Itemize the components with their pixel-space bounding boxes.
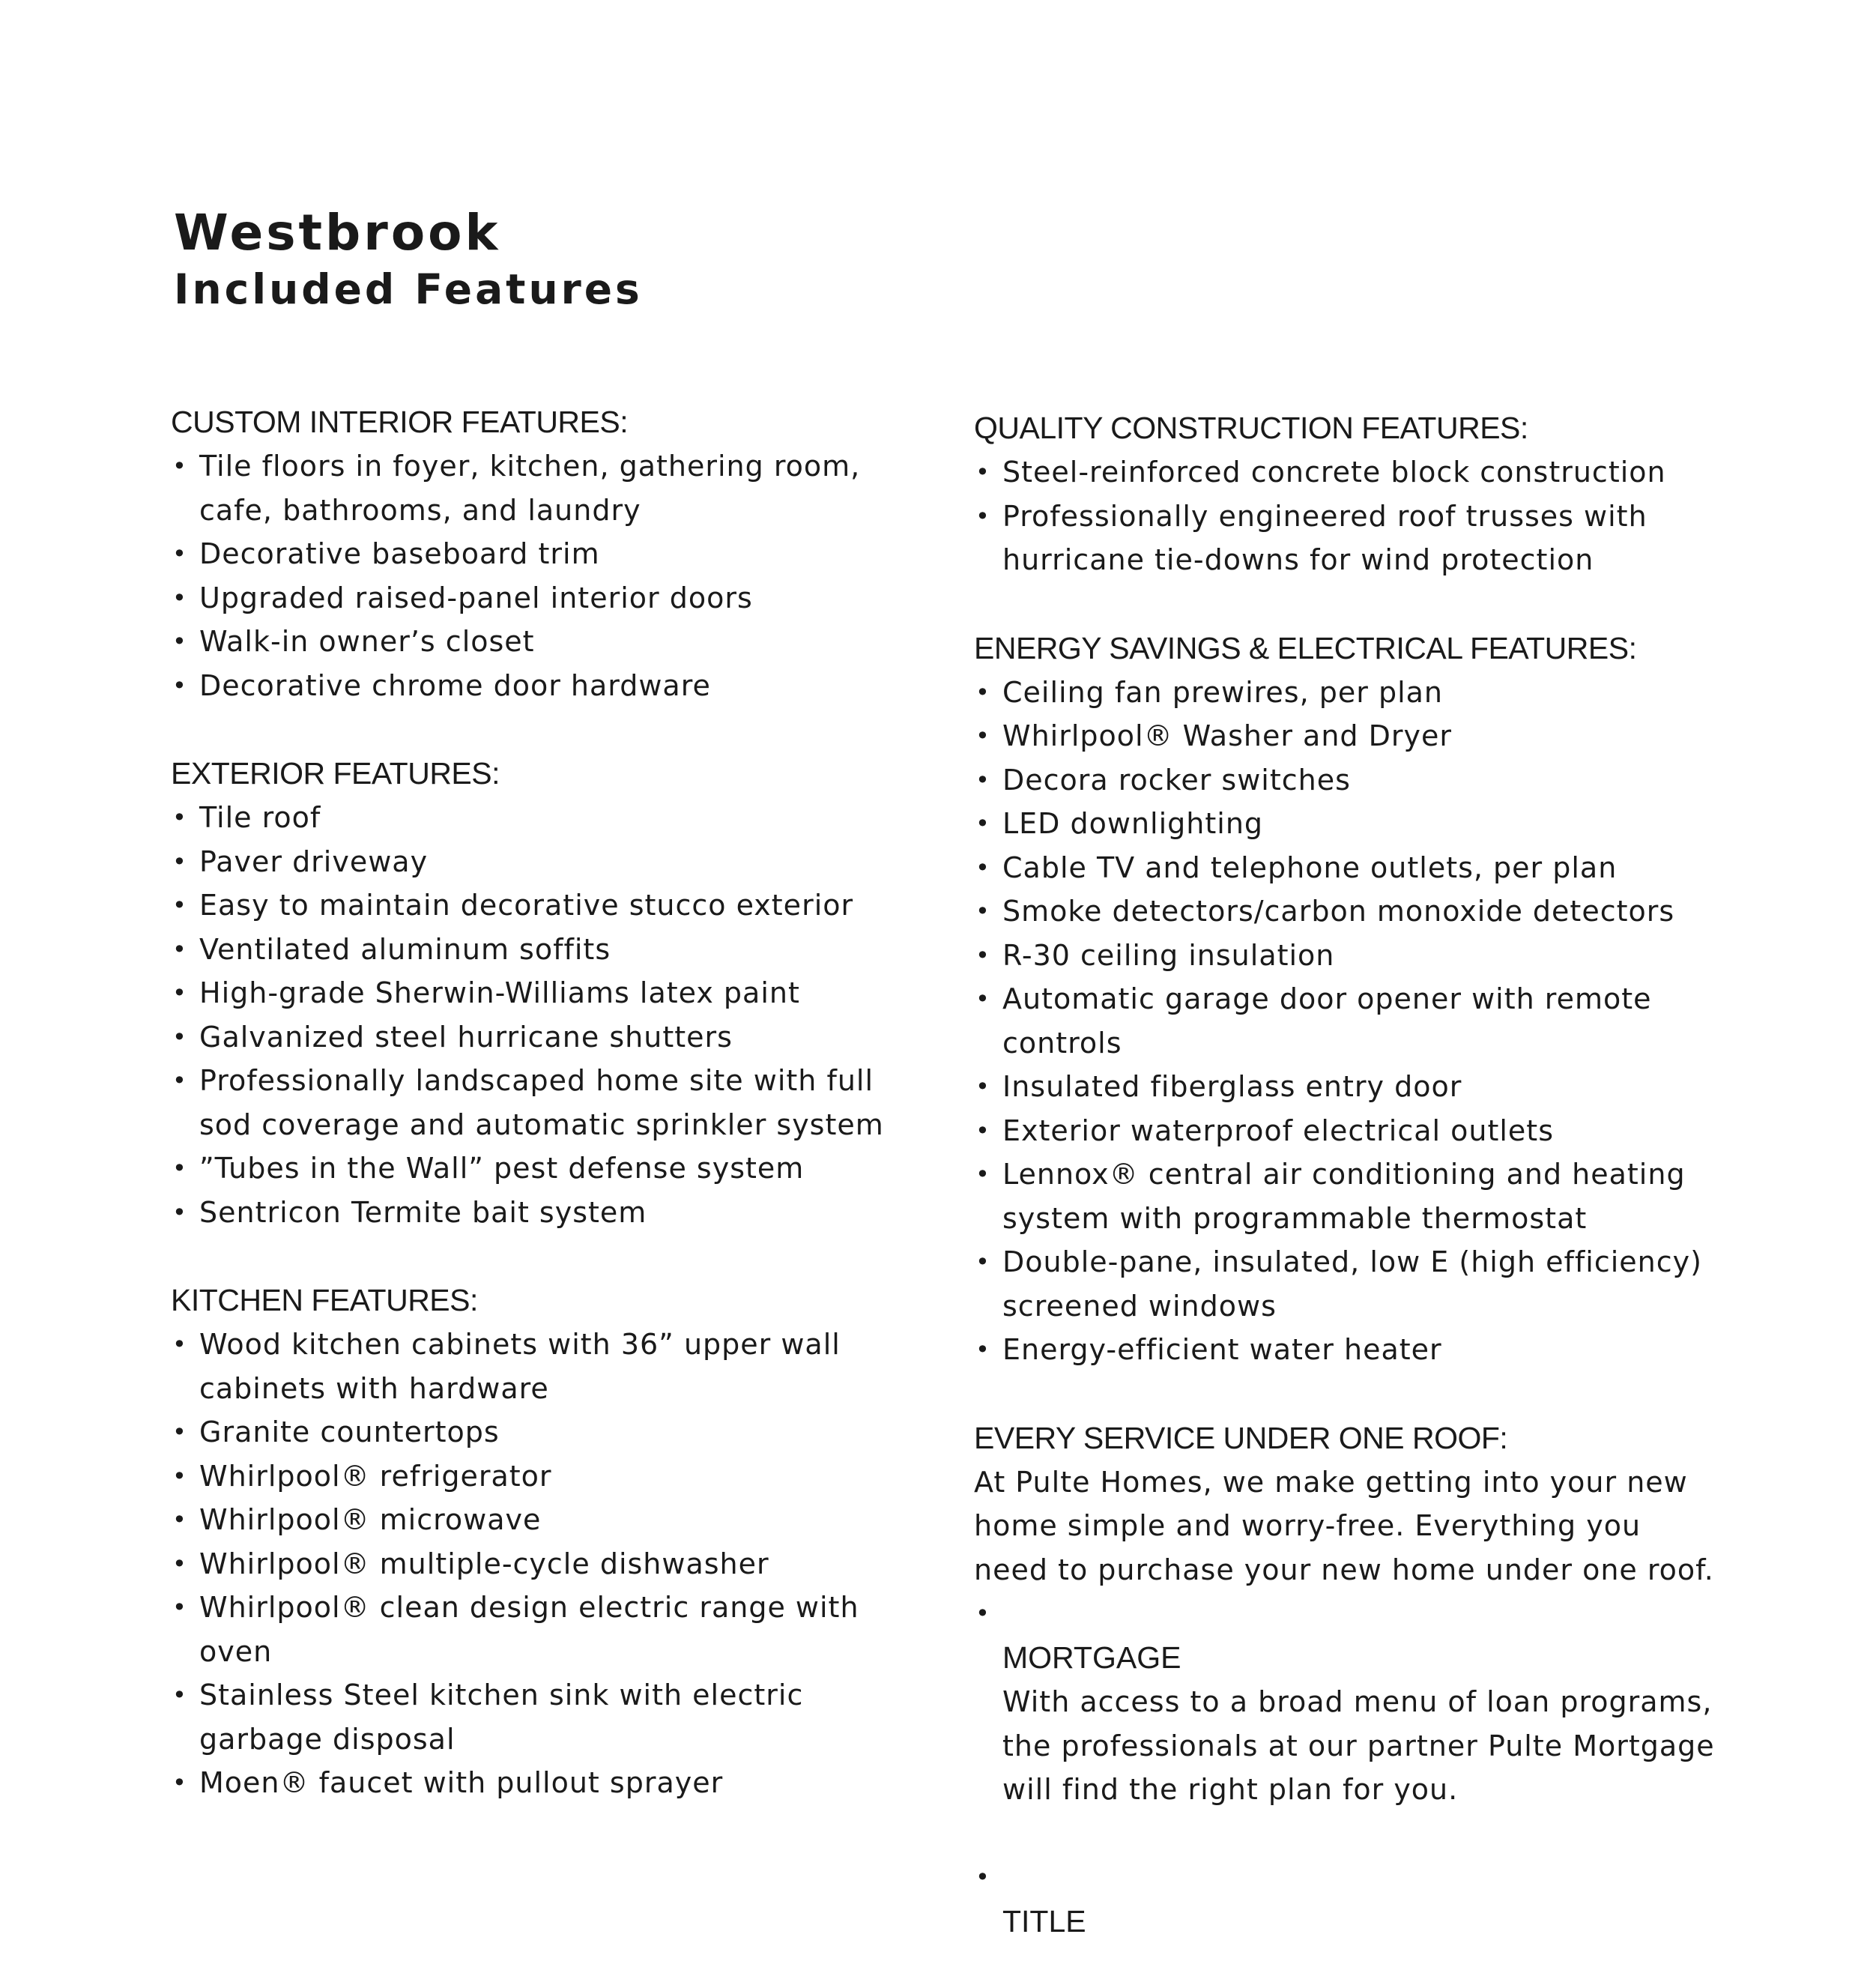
list-item: • Paver driveway (171, 840, 920, 884)
feature-list (171, 796, 920, 1234)
list-item: • Automatic garage door opener with remote controls (974, 977, 1723, 1065)
list-item: • Galvanized steel hurricane shutters (171, 1015, 920, 1060)
service-label: MORTGAGE (1002, 1640, 1181, 1675)
list-item: • Whirlpool® Washer and Dryer (974, 714, 1723, 758)
feature-list (974, 450, 1723, 582)
kitchen-section (171, 1278, 920, 1805)
list-item: • Lennox® central air conditioning and heating system with programmable thermostat (974, 1152, 1723, 1240)
list-item: • Stainless Steel kitchen sink with electric garbage disposal (171, 1673, 920, 1761)
list-item: • Professionally engineered roof trusses with hurricane tie-downs for wind protection (974, 495, 1723, 582)
section-heading: QUALITY CONSTRUCTION FEATURES: (974, 411, 1528, 445)
section-heading: ENERGY SAVINGS & ELECTRICAL FEATURES: (974, 630, 1637, 665)
document-subtitle: Included Features (174, 265, 643, 313)
list-item: • R-30 ceiling insulation (974, 934, 1723, 978)
right-column (974, 406, 1723, 1988)
list-item: • Sentricon Termite bait system (171, 1191, 920, 1235)
list-item: • Professionally landscaped home site with full sod coverage and automatic sprinkler system (171, 1059, 920, 1146)
document-title: Westbrook (174, 204, 501, 262)
custom-interior-section (171, 400, 920, 707)
list-item: • Whirlpool® microwave (171, 1498, 920, 1542)
list-item: • High-grade Sherwin-Williams latex paint (171, 971, 920, 1015)
list-item: • Easy to maintain decorative stucco exterior (171, 883, 920, 928)
list-item: • Wood kitchen cabinets with 36” upper wall cabinets with hardware (171, 1323, 920, 1410)
section-heading: EXTERIOR FEATURES: (171, 756, 500, 791)
feature-list (974, 671, 1723, 1372)
list-item: • Tile roof (171, 796, 920, 840)
list-item: • Steel-reinforced concrete block construction (974, 450, 1723, 495)
list-item: • Tile floors in foyer, kitchen, gathering room, cafe, bathrooms, and laundry (171, 444, 920, 532)
service-item-mortgage (974, 1592, 1723, 1855)
energy-electrical-section (974, 626, 1723, 1372)
list-item: • Exterior waterproof electrical outlets (974, 1109, 1723, 1153)
list-item: • Double-pane, insulated, low E (high efficiency) screened windows (974, 1240, 1723, 1328)
list-item: • Decora rocker switches (974, 758, 1723, 803)
list-item: • Granite countertops (171, 1410, 920, 1454)
list-item: • Whirlpool® refrigerator (171, 1454, 920, 1499)
list-item: • ”Tubes in the Wall” pest defense system (171, 1146, 920, 1191)
service-description: With access to a broad menu of loan programs, the professionals at our partner Pulte Mortgage will find the right plan for you. (1002, 1685, 1715, 1806)
list-item: • Decorative baseboard trim (171, 532, 920, 576)
feature-list (171, 444, 920, 707)
title-block (174, 204, 643, 316)
feature-list (171, 1323, 920, 1805)
list-item: • Whirlpool® multiple-cycle dishwasher (171, 1542, 920, 1586)
service-label: TITLE (1002, 1903, 1086, 1939)
list-item: • Cable TV and telephone outlets, per plan (974, 846, 1723, 890)
service-intro: At Pulte Homes, we make getting into your new home simple and worry-free. Everything you need to purchase your new home under one roof. (974, 1465, 1714, 1586)
list-item: • Ceiling fan prewires, per plan (974, 671, 1723, 715)
list-item: • LED downlighting (974, 802, 1723, 846)
exterior-section (171, 752, 920, 1234)
service-item-title (974, 1855, 1723, 1944)
list-item: • Whirlpool® clean design electric range with oven (171, 1586, 920, 1673)
list-item: • Insulated fiberglass entry door (974, 1065, 1723, 1109)
every-service-section (974, 1416, 1723, 1945)
section-heading: EVERY SERVICE UNDER ONE ROOF: (974, 1420, 1508, 1455)
list-item: • Moen® faucet with pullout sprayer (171, 1761, 920, 1805)
list-item: • Ventilated aluminum soffits (171, 928, 920, 972)
service-list (974, 1592, 1723, 1944)
list-item: • Smoke detectors/carbon monoxide detectors (974, 889, 1723, 934)
list-item: • Energy-efficient water heater (974, 1328, 1723, 1372)
left-column (171, 400, 920, 1849)
section-heading: KITCHEN FEATURES: (171, 1283, 478, 1317)
list-item: • Upgraded raised-panel interior doors (171, 576, 920, 620)
section-heading: CUSTOM INTERIOR FEATURES: (171, 405, 629, 439)
quality-construction-section (974, 406, 1723, 582)
list-item: • Walk-in owner’s closet (171, 620, 920, 664)
list-item: • Decorative chrome door hardware (171, 664, 920, 708)
